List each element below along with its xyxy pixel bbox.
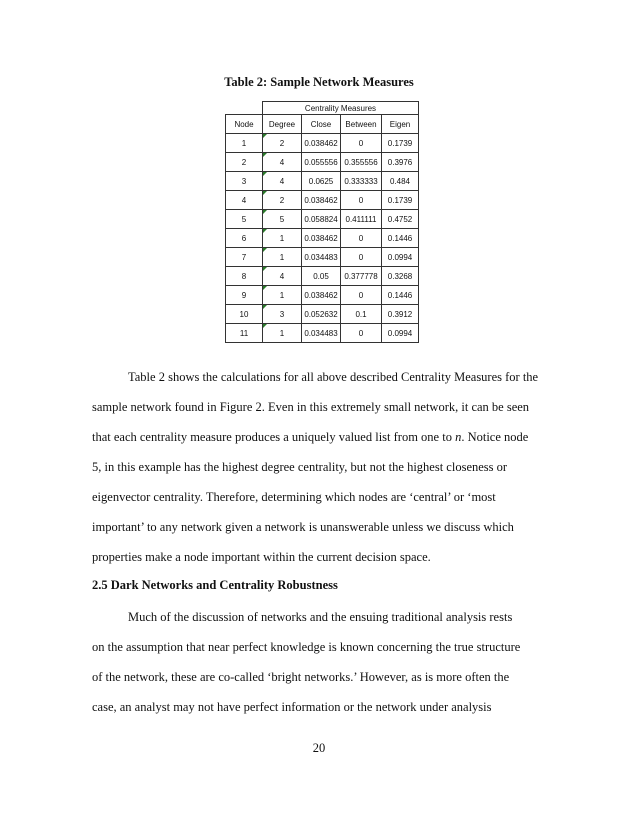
italic-variable: n (455, 430, 462, 444)
cell-eigen: 0.3268 (382, 267, 419, 286)
cell-degree: 4 (263, 267, 302, 286)
text-line: important’ to any network given a network is unanswerable unless we discuss which (92, 520, 514, 534)
cell-node: 11 (226, 324, 263, 343)
cell-eigen: 0.1446 (382, 286, 419, 305)
text-line: sample network found in Figure 2. Even in this extremely small network, it can be seen (92, 400, 530, 414)
cell-close: 0.034483 (302, 324, 341, 343)
cell-node: 5 (226, 210, 263, 229)
cell-degree: 1 (263, 248, 302, 267)
centrality-table (225, 101, 419, 343)
cell-eigen: 0.1739 (382, 134, 419, 153)
cell-degree: 1 (263, 286, 302, 305)
cell-degree: 4 (263, 153, 302, 172)
table-row (226, 229, 419, 248)
table-row (226, 191, 419, 210)
text-line: 5, in this example has the highest degree centrality, but not the highest closeness or (92, 460, 508, 474)
cell-degree: 1 (263, 324, 302, 343)
table-row (226, 210, 419, 229)
cell-close: 0.052632 (302, 305, 341, 324)
cell-eigen: 0.1446 (382, 229, 419, 248)
table-group-header: Centrality Measures (263, 102, 419, 115)
table-row (226, 153, 419, 172)
text-line: Much of the discussion of networks and the ensuing traditional analysis rests (128, 610, 513, 624)
paragraph-table-discussion (92, 362, 548, 572)
cell-eigen: 0.1739 (382, 191, 419, 210)
text-line (92, 422, 548, 452)
cell-degree: 2 (263, 134, 302, 153)
cell-close: 0.05 (302, 267, 341, 286)
cell-node: 4 (226, 191, 263, 210)
text-line: Table 2 shows the calculations for all above described Centrality Measures for the (128, 370, 539, 384)
table-caption: Table 2: Sample Network Measures (224, 75, 414, 89)
table-row (226, 286, 419, 305)
table-header-row (226, 115, 419, 134)
table-blank-cell (226, 102, 263, 115)
table-group-header-row (226, 102, 419, 115)
cell-eigen: 0.484 (382, 172, 419, 191)
header-between: Between (341, 115, 382, 134)
text-line: of the network, these are co-called ‘bright networks.’ However, as is more often the (92, 670, 510, 684)
cell-between: 0 (341, 191, 382, 210)
cell-between: 0.333333 (341, 172, 382, 191)
table-row (226, 305, 419, 324)
cell-degree: 5 (263, 210, 302, 229)
cell-eigen: 0.0994 (382, 248, 419, 267)
cell-node: 2 (226, 153, 263, 172)
cell-between: 0 (341, 134, 382, 153)
table-row (226, 324, 419, 343)
header-node: Node (226, 115, 263, 134)
table-row (226, 134, 419, 153)
cell-between: 0.1 (341, 305, 382, 324)
table-row (226, 248, 419, 267)
cell-close: 0.0625 (302, 172, 341, 191)
header-eigen: Eigen (382, 115, 419, 134)
cell-close: 0.038462 (302, 229, 341, 248)
cell-degree: 4 (263, 172, 302, 191)
cell-node: 10 (226, 305, 263, 324)
cell-close: 0.055556 (302, 153, 341, 172)
cell-node: 3 (226, 172, 263, 191)
cell-close: 0.034483 (302, 248, 341, 267)
cell-node: 8 (226, 267, 263, 286)
cell-close: 0.038462 (302, 286, 341, 305)
cell-between: 0 (341, 324, 382, 343)
section-heading: 2.5 Dark Networks and Centrality Robustness (92, 578, 338, 592)
text-run: . Notice node (461, 430, 529, 444)
table-row (226, 172, 419, 191)
page-number: 20 (312, 741, 326, 755)
cell-close: 0.058824 (302, 210, 341, 229)
text-run: that each centrality measure produces a uniquely valued list from one to (92, 430, 456, 444)
cell-between: 0 (341, 248, 382, 267)
cell-between: 0.355556 (341, 153, 382, 172)
text-line: on the assumption that near perfect knowledge is known concerning the true structure (92, 640, 521, 654)
table-row (226, 267, 419, 286)
cell-between: 0.411111 (341, 210, 382, 229)
cell-between: 0 (341, 286, 382, 305)
cell-eigen: 0.0994 (382, 324, 419, 343)
cell-eigen: 0.4752 (382, 210, 419, 229)
cell-node: 9 (226, 286, 263, 305)
text-line: eigenvector centrality. Therefore, determining which nodes are ‘central’ or ‘most (92, 490, 496, 504)
text-line: properties make a node important within the current decision space. (92, 550, 431, 564)
text-line: case, an analyst may not have perfect information or the network under analysis (92, 700, 492, 714)
cell-close: 0.038462 (302, 191, 341, 210)
header-degree: Degree (263, 115, 302, 134)
cell-node: 1 (226, 134, 263, 153)
cell-close: 0.038462 (302, 134, 341, 153)
cell-node: 6 (226, 229, 263, 248)
cell-degree: 2 (263, 191, 302, 210)
cell-degree: 1 (263, 229, 302, 248)
cell-between: 0 (341, 229, 382, 248)
cell-eigen: 0.3976 (382, 153, 419, 172)
header-close: Close (302, 115, 341, 134)
paragraph-dark-networks (92, 602, 548, 722)
cell-eigen: 0.3912 (382, 305, 419, 324)
cell-between: 0.377778 (341, 267, 382, 286)
cell-node: 7 (226, 248, 263, 267)
cell-degree: 3 (263, 305, 302, 324)
